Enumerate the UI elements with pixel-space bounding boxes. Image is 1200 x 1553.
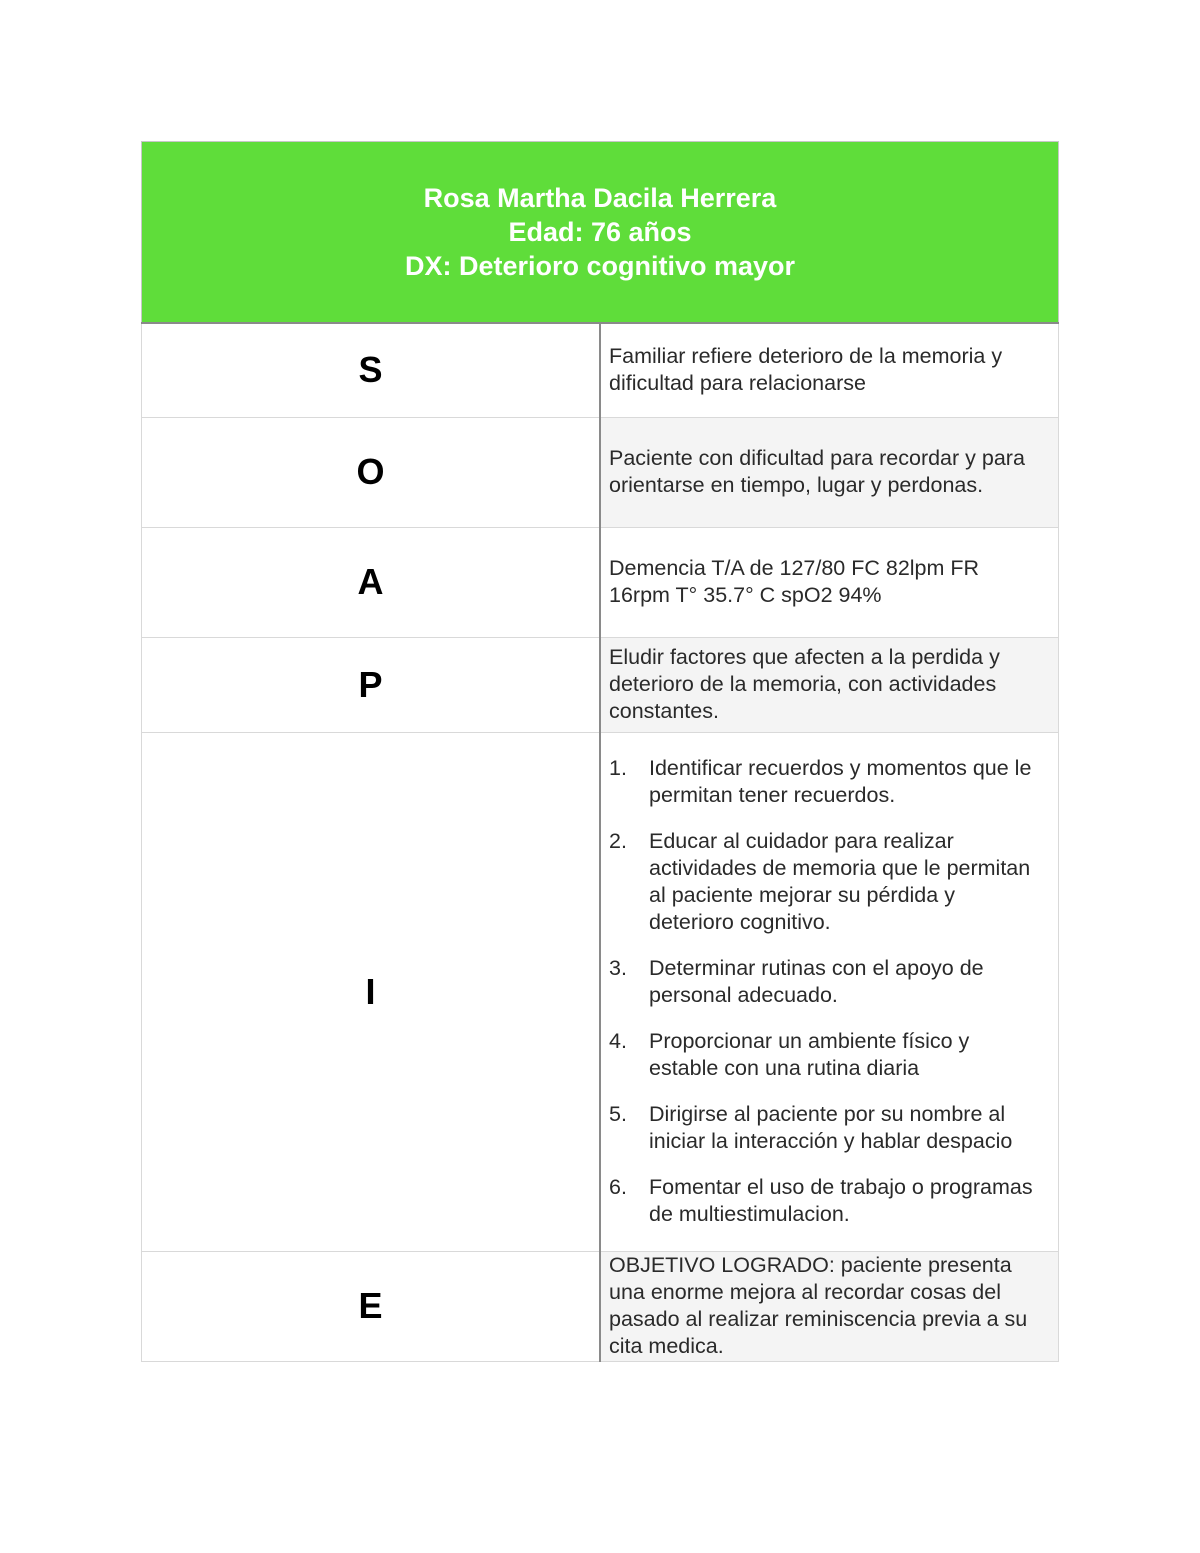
list-item-number: 3.: [609, 956, 627, 980]
list-item-text: Educar al cuidador para realizar actividades de memoria que le permitan al paciente mejorar su pérdida y deterioro cognitivo.: [649, 829, 1031, 934]
list-item: [609, 1028, 1044, 1082]
list-item: [609, 955, 1044, 1009]
list-item-number: 6.: [609, 1175, 627, 1199]
soap-note-table: [141, 141, 1059, 1362]
patient-age: Edad: 76 años: [508, 217, 692, 247]
row-letter-p: P: [142, 637, 601, 732]
list-item-number: 2.: [609, 829, 627, 853]
plan-text: Eludir factores que afecten a la perdida y deterioro de la memoria, con actividades constantes.: [600, 637, 1059, 732]
list-item: [609, 1174, 1044, 1228]
soap-row-subjective: [142, 323, 1059, 417]
patient-name: Rosa Martha Dacila Herrera: [423, 183, 777, 213]
soap-row-evaluation: [142, 1251, 1059, 1361]
subjective-text: Familiar refiere deterioro de la memoria y dificultad para relacionarse: [600, 323, 1059, 417]
intervention-list: [609, 755, 1044, 1228]
list-item: [609, 755, 1044, 809]
soap-row-assessment: [142, 527, 1059, 637]
row-letter-s: S: [142, 323, 601, 417]
assessment-text: Demencia T/A de 127/80 FC 82lpm FR 16rpm T° 35.7° C spO2 94%: [600, 527, 1059, 637]
list-item-text: Dirigirse al paciente por su nombre al iniciar la interacción y hablar despacio: [649, 1102, 1013, 1153]
soap-row-intervention: [142, 732, 1059, 1251]
objective-text: Paciente con dificultad para recordar y para orientarse en tiempo, lugar y perdonas.: [600, 417, 1059, 527]
intervention-cell: [600, 732, 1059, 1251]
list-item-number: 1.: [609, 756, 627, 780]
list-item-text: Determinar rutinas con el apoyo de personal adecuado.: [649, 956, 984, 1007]
list-item-text: Fomentar el uso de trabajo o programas de multiestimulacion.: [649, 1175, 1033, 1226]
soap-row-objective: [142, 417, 1059, 527]
evaluation-text: OBJETIVO LOGRADO: paciente presenta una enorme mejora al recordar cosas del pasado al realizar reminiscencia previa a su cita medica.: [600, 1251, 1059, 1361]
list-item-text: Identificar recuerdos y momentos que le permitan tener recuerdos.: [649, 756, 1032, 807]
list-item-text: Proporcionar un ambiente físico y estable con una rutina diaria: [649, 1029, 970, 1080]
list-item-number: 4.: [609, 1029, 627, 1053]
list-item: [609, 828, 1044, 936]
patient-header: [142, 142, 1059, 324]
row-letter-o: O: [142, 417, 601, 527]
row-letter-i: I: [142, 732, 601, 1251]
soap-row-plan: [142, 637, 1059, 732]
row-letter-a: A: [142, 527, 601, 637]
list-item: [609, 1101, 1044, 1155]
patient-diagnosis: DX: Deterioro cognitivo mayor: [404, 251, 796, 281]
list-item-number: 5.: [609, 1102, 627, 1126]
row-letter-e: E: [142, 1251, 601, 1361]
